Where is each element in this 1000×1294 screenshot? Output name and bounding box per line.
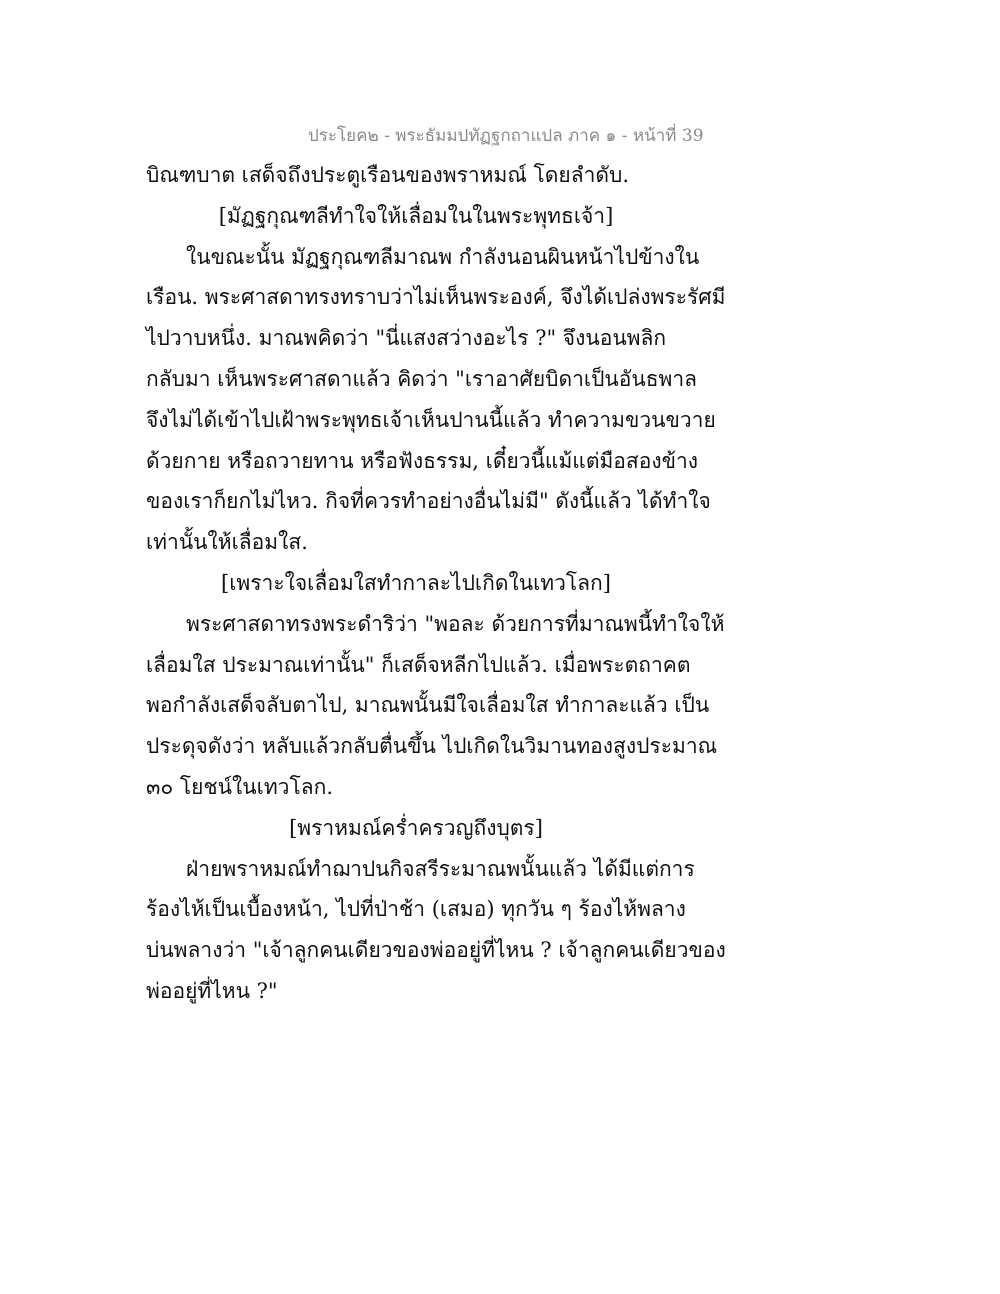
text-line: พ่ออยู่ที่ไหน ?" (146, 978, 278, 1003)
section-heading: [พราหมณ์คร่ำครวญถึงบุตร] (289, 815, 543, 840)
text-line: ด้วยกาย หรือถวายทาน หรือฟังธรรม, เดี๋ยวนี้แม้แต่มือสองข้าง (146, 448, 699, 473)
text-line: บิณฑบาต เสด็จถึงประตูเรือนของพราหมณ์ โดยลำดับ. (146, 163, 630, 187)
text-line: ร้องไห้เป็นเบื้องหน้า, ไปที่ป่าช้า (เสมอ) ทุกวัน ๆ ร้องไห้พลาง (146, 897, 686, 922)
text-line: เท่านั้นให้เลื่อมใส. (146, 530, 308, 555)
text-line: พระศาสดาทรงพระดำริว่า "พอละ ด้วยการที่มาณพนี้ทำใจให้ (186, 611, 725, 636)
text-line: เลื่อมใส ประมาณเท่านั้น" ก็เสด็จหลีกไปแล้ว. เมื่อพระตถาคต (146, 652, 691, 677)
text-line: ฝ่ายพราหมณ์ทำฌาปนกิจสรีระมาณพนั้นแล้ว ได้มีแต่การ (186, 856, 695, 881)
page-body (146, 155, 726, 1012)
text-line: บ่นพลางว่า "เจ้าลูกคนเดียวของพ่ออยู่ที่ไหน ? เจ้าลูกคนเดียวของ (146, 938, 726, 963)
section-heading: [เพราะใจเลื่อมใสทำกาละไปเกิดในเทวโลก] (221, 570, 611, 595)
section-heading: [มัฏฐกุณฑลีทำใจให้เลื่อมในในพระพุทธเจ้า] (218, 203, 614, 228)
text-line: เรือน. พระศาสดาทรงทราบว่าไม่เห็นพระองค์, จึงได้เปล่งพระรัศมี (146, 285, 726, 310)
text-line: พอกำลังเสด็จลับตาไป, มาณพนั้นมีใจเลื่อมใส ทำกาละแล้ว เป็น (146, 693, 710, 718)
text-line: ของเราก็ยกไม่ไหว. กิจที่ควรทำอย่างอื่นไม่มี" ดังนี้แล้ว ได้ทำใจ (146, 489, 711, 514)
text-line: ในขณะนั้น มัฏฐกุณฑลีมาณพ กำลังนอนผินหน้าไปข้างใน (186, 244, 700, 269)
text-line: ๓๐ โยชน์ในเทวโลก. (146, 774, 334, 799)
text-line: ไปวาบหนึ่ง. มาณพคิดว่า "นี่แสงสว่างอะไร ?" จึงนอนพลิก (146, 326, 667, 351)
text-line: ประดุจดังว่า หลับแล้วกลับตื่นขึ้น ไปเกิดในวิมานทองสูงประมาณ (146, 734, 718, 759)
page-header: ประโยค๒ - พระธัมมปทัฏฐกถาแปล ภาค ๑ - หน้าที่ 39 (308, 126, 704, 146)
text-line: กลับมา เห็นพระศาสดาแล้ว คิดว่า "เราอาศัยบิดาเป็นอันธพาล (146, 366, 698, 391)
text-line: จึงไม่ได้เข้าไปเฝ้าพระพุทธเจ้าเห็นปานนี้แล้ว ทำความขวนขวาย (146, 407, 716, 432)
